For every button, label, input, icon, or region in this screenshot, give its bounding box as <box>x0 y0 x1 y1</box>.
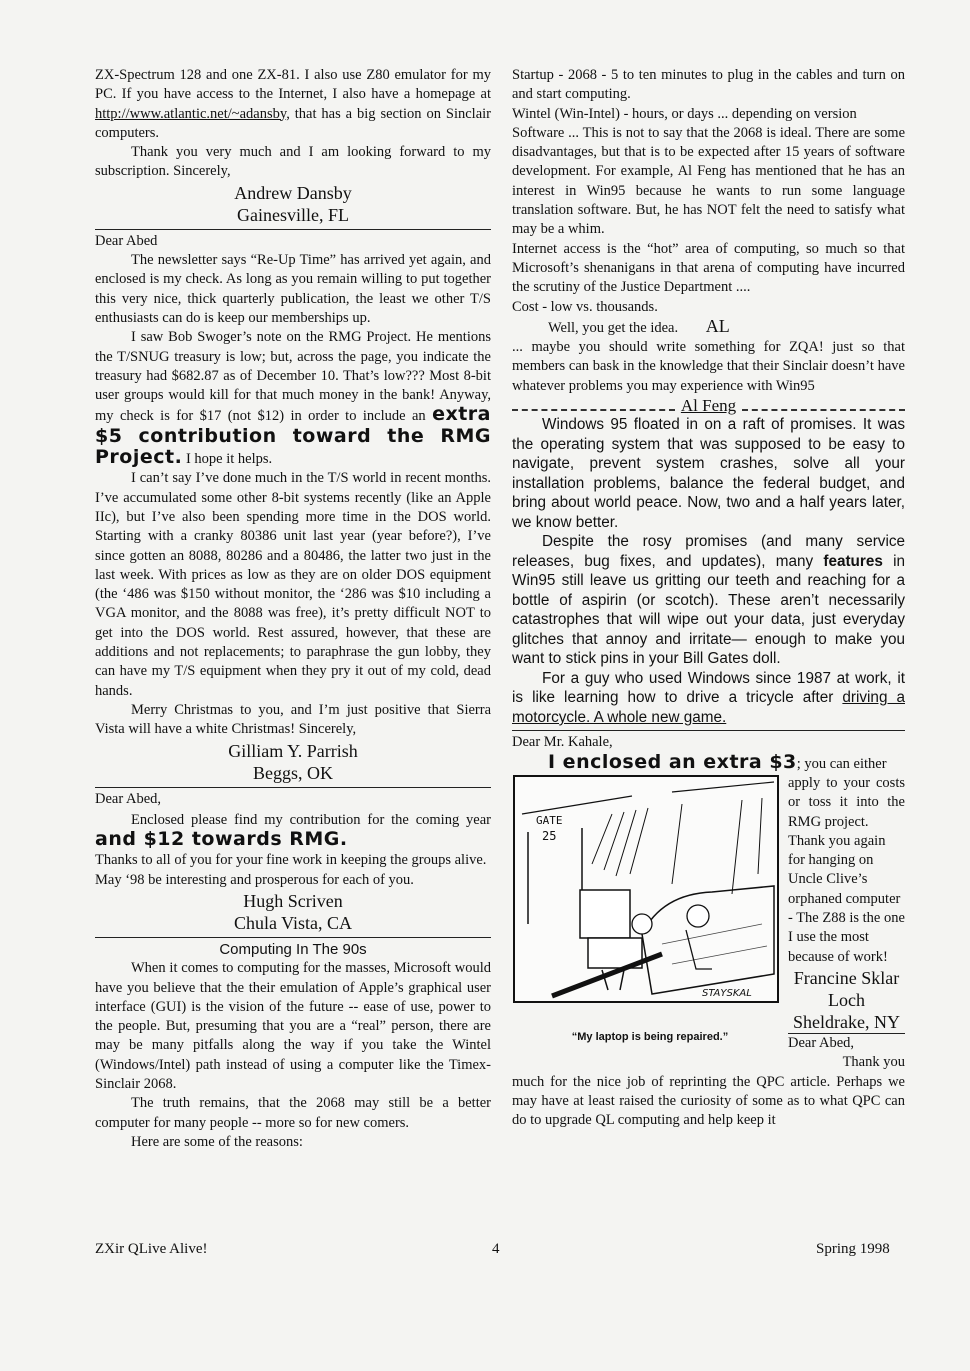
article-paragraph <box>512 532 905 669</box>
letter-paragraph <box>95 328 491 469</box>
article-text: Despite the rosy promises (and many service releases, bug fixes, and updates), many <box>512 533 905 570</box>
author-name: Al Feng <box>680 396 737 416</box>
letter-text: Thank you <box>842 1054 905 1071</box>
letter-paragraph: Merry Christmas to you, and I’m just positive that Sierra Vista will have a white Christmas! Sincerely, <box>95 701 491 738</box>
article-paragraph: Here are some of the reasons: <box>131 1133 303 1150</box>
divider <box>95 229 491 230</box>
divider <box>95 787 491 788</box>
cartoon-block <box>512 774 905 1073</box>
cartoon-caption: “My laptop is being repaired.” <box>571 1031 729 1044</box>
signature-place: Beggs, OK <box>253 762 333 783</box>
letter-1-closing: Thank you very much and I am looking forward to my subscription. Sincerely, <box>95 144 491 180</box>
letter-1-body <box>95 66 491 143</box>
signature-name: Andrew Dansby <box>234 182 352 203</box>
homepage-link[interactable]: http://www.atlantic.net/~adansby, <box>95 105 290 122</box>
signature-place: Gainesville, FL <box>237 204 349 225</box>
article-paragraph: Wintel (Win-Intel) - hours, or days ... depending on version <box>512 105 857 122</box>
letter-text: I saw Bob Swoger’s note on the RMG Project. He mentions the T/SNUG treasury is low; but, across the page, you indicate the treasury had $682.87 as of December 10. That’s low??? Most 8-bit user groups would kill for that much money in the bank! Anyway, my check is for $17 (not $12) in order to include an <box>95 329 491 425</box>
letter-1-text-end: that has a big section on Sinclair computers. <box>95 105 491 141</box>
article-paragraph: Internet access is the “hot” area of computing, so much so that Microsoft’s shenanigans in that arena of computing have incurred the scrutiny of the Justice Department .... <box>512 240 905 296</box>
article-paragraph <box>512 317 905 338</box>
emphasis-text: features <box>823 552 883 570</box>
letter-paragraph: The newsletter says “Re-Up Time” has arrived yet again, and enclosed is my check. As long as you remain willing to put together this very nice, thick quarterly publication, the least we other T/S enthusiasts can do is keep our memberships up. <box>95 252 491 326</box>
signature-name: Gilliam Y. Parrish <box>228 740 358 761</box>
article-title: Computing In The 90s <box>219 940 367 958</box>
article-paragraph: Startup - 2068 - 5 to ten minutes to plug in the cables and turn on and start computing. <box>512 67 905 103</box>
letter-paragraph: Thanks to all of you for your fine work in keeping the groups alive. <box>95 852 487 869</box>
letter-text: ; you can either <box>796 755 887 772</box>
right-column <box>512 66 905 1130</box>
cartoon-figure <box>512 774 788 1073</box>
signature-name: Hugh Scriven <box>243 890 343 911</box>
signature-place: Sheldrake, NY <box>788 1011 905 1034</box>
cartoon-gate-number: 25 <box>542 828 557 843</box>
dash-line <box>742 409 905 411</box>
letter-text: Enclosed please find my contribution for the coming year <box>131 811 491 828</box>
cartoon-image <box>512 774 780 1020</box>
article-paragraph: Software ... This is not to say that the 2068 is ideal. There are some disadvantages, but that is to be expected after 15 years of software development. For example, Al Feng has mentioned that he has an interest in Win95 because he wants to run some language translation software. But, he has NOT felt the need to satisfy what may be a whim. <box>512 124 905 238</box>
article-paragraph: The truth remains, that the 2068 may still be a better computer for many people -- more so for new comers. <box>95 1095 491 1131</box>
letter-paragraph: I can’t say I’ve done much in the T/S world in recent months. I’ve accumulated some other 8-bit systems recently (like an Apple IIc), but I’ve also been spending more time in the DOS world. Starting with a cranky 80386 unit last year (year before?), I’ve since gotten an 8088, 80286 and a 80486, the latter two just in the last week. With prices as low as they are on older DOS equipment (the ‘486 was $150 without monitor, the ‘286 was $10 including a VGA monitor, and the 8088 was free), it’s pretty difficult NOT to get into the DOS world. Rest assured, however, that these are additions and not replacements; to paraphrase the gun lobby, they can have my T/S equipment when they pry it out of my cold, dead hands. <box>95 470 491 699</box>
letter-paragraph: May ‘98 be interesting and prosperous for each of you. <box>95 871 414 888</box>
footer-page-number: 4 <box>492 1241 500 1257</box>
article-paragraph: ... maybe you should write something for ZQA! just so that members can bask in the knowledge that their Sinclair doesn’t have whatever problems you may experience with Win95 <box>512 339 905 394</box>
letter-greeting: Dear Mr. Kahale, <box>512 734 613 751</box>
highlight-text: and $12 towards RMG. <box>95 828 348 851</box>
signature-place: Chula Vista, CA <box>233 912 353 933</box>
author-divider <box>512 396 905 415</box>
author-initials: AL <box>705 315 730 336</box>
letter-greeting: Dear Abed <box>95 232 158 249</box>
letter-1-text: ZX-Spectrum 128 and one ZX-81. I also use Z80 emulator for my PC. If you have access to the Internet, I also have a homepage at <box>95 67 491 103</box>
dash-line <box>512 409 675 411</box>
footer-issue: Spring 1998 <box>816 1241 890 1257</box>
article-paragraph: Cost - low vs. thousands. <box>512 298 658 315</box>
letter-headline <box>512 750 905 774</box>
cartoon-gate-label: GATE <box>536 813 563 827</box>
article-text-underlined: driving a motorcycle. A whole new game. <box>512 689 905 726</box>
letter-greeting: Dear Abed, <box>95 790 162 807</box>
letter-text-end: I hope it helps. <box>182 451 273 468</box>
article-paragraph <box>512 669 905 728</box>
signature-name: Francine Sklar <box>793 967 900 988</box>
article-text-end: in Win95 still leave us gritting our teeth and reaching for a bottle of aspirin (or scotch). These aren’t necessarily catastrophes that will wipe out your data, just everyday glitches that annoy and irritate— enough to make you want to stick pins in your Bill Gates doll. <box>512 552 905 668</box>
divider <box>95 937 491 938</box>
signature-name-line-2: Loch <box>828 989 865 1010</box>
article-text: Well, you get the idea. <box>548 319 679 336</box>
article-text: For a guy who used Windows since 1987 at work, it is like learning how to drive a tricycle after <box>512 669 905 707</box>
letter-side-text <box>788 774 905 1073</box>
cartoon-signature: STAYSKAL <box>702 987 752 999</box>
footer-publication: ZXir QLive Alive! <box>95 1241 208 1257</box>
highlight-text: I enclosed an extra $3 <box>548 750 797 773</box>
article-paragraph: When it comes to computing for the masses, Microsoft would have you believe that the their emulation of Apple’s graphical user interface (GUI) is the vision of the future -- ease of use, power to the people. But, presuming that you are a “real” person, there are may be many pitfalls along the way if you take the Wintel (Windows/Intel) path instead of using a computer like the Timex-Sinclair 2068. <box>95 960 491 1093</box>
left-column <box>95 66 491 1152</box>
letter-paragraph: apply to your costs or toss it into the RMG project. <box>788 774 905 830</box>
letter-paragraph: Thank you again for hanging on Uncle Clive’s orphaned computer - The Z88 is the one I use the most because of work! <box>788 832 905 965</box>
letter-greeting: Dear Abed, <box>788 1034 855 1051</box>
article-paragraph: Windows 95 floated in on a raft of promises. It was the operating system that was supposed to be easy to navigate, prevent system crashes, solve all your installation problems, balance the federal budget, and bring about world peace. Now, two and a half years later, we know better. <box>512 416 905 531</box>
highlight-text: extra $5 contribution toward the RMG Project. <box>95 403 491 469</box>
letter-paragraph <box>95 809 491 852</box>
divider <box>512 730 905 731</box>
letter-paragraph: much for the nice job of reprinting the QPC article. Perhaps we may have at least raised the curiosity of some as to what QPC can do to upgrade QL computing and help keep it <box>512 1073 905 1129</box>
